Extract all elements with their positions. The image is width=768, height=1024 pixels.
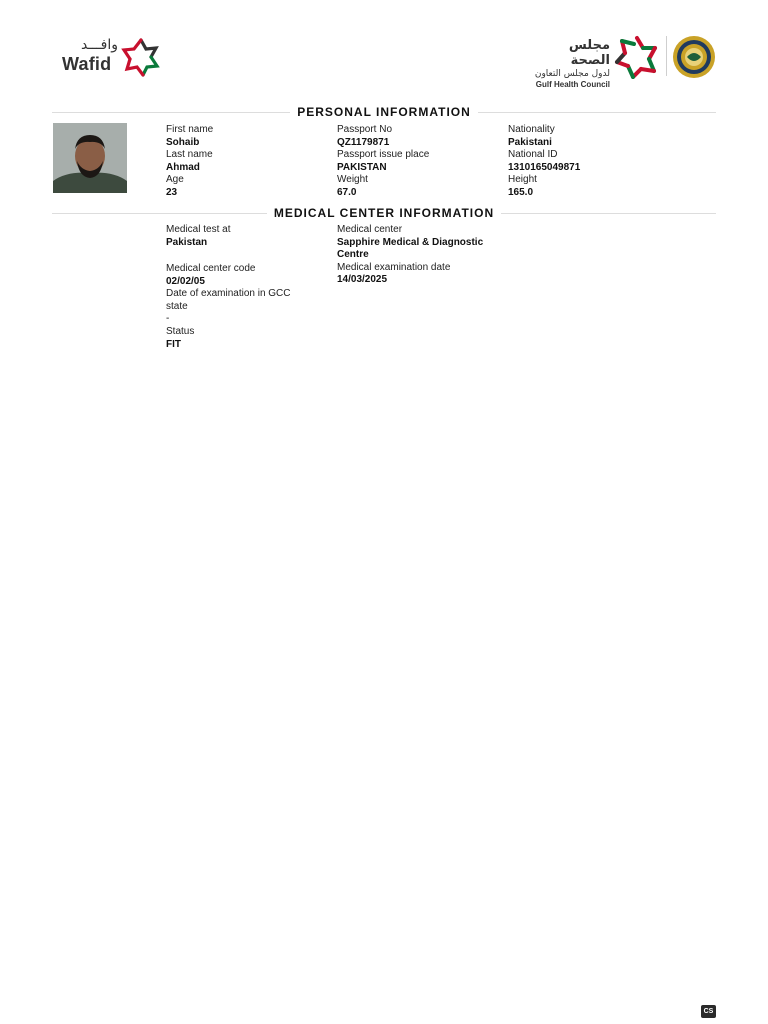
- first-name-field: [166, 124, 316, 200]
- gcc-emblem-icon: [672, 35, 716, 79]
- wafid-name: Wafid: [62, 54, 112, 74]
- nationality-label: Nationality: [508, 124, 555, 135]
- medical-center-label: Medical center: [337, 224, 403, 235]
- status-label: Status: [166, 325, 195, 337]
- medical-section-title: [0, 206, 768, 220]
- medical-center-code-label: Medical center code: [166, 263, 256, 274]
- medical-center-code-value: 02/02/05: [166, 275, 205, 287]
- passport-no-value: QZ1179871: [337, 136, 390, 148]
- passport-no-label: Passport No: [337, 124, 393, 135]
- national-id-value: 1310165049871: [508, 161, 581, 173]
- medical-test-at-field: [166, 224, 316, 249]
- wafid-arabic-name: وافـــد: [81, 37, 118, 53]
- personal-section-title: [0, 105, 768, 119]
- first-name-value: Sohaib: [166, 136, 200, 148]
- height-value: 165.0: [508, 186, 534, 198]
- ghc-arabic-title: مجلس الصحة: [568, 38, 610, 68]
- gcc-exam-date-value: -: [166, 313, 170, 325]
- person-photo-icon: [53, 123, 127, 193]
- logo-divider: [666, 36, 667, 76]
- ghc-arabic-subtitle: لدول مجلس التعاون: [534, 69, 610, 79]
- passport-issue-place-label: Passport issue place: [337, 149, 430, 161]
- passport-field: [337, 124, 487, 200]
- gcc-exam-date-label-line2: state: [166, 300, 188, 312]
- height-label: Height: [508, 174, 537, 186]
- national-id-label: National ID: [508, 149, 558, 161]
- wafid-star-icon: [120, 37, 162, 77]
- ghc-wordmark: [528, 38, 610, 90]
- medical-center-field: [337, 224, 487, 287]
- gcc-exam-date-label-line1: Date of examination in GCC: [166, 288, 291, 300]
- medical-exam-date-label: Medical examination date: [337, 261, 451, 273]
- medical-center-value-line1: Sapphire Medical & Diagnostic: [337, 236, 484, 248]
- medical-section-title-text: MEDICAL CENTER INFORMATION: [267, 206, 501, 220]
- nationality-value: Pakistani: [508, 136, 552, 148]
- nationality-field: [508, 124, 658, 200]
- wafid-logo: [62, 36, 166, 78]
- age-value: 23: [166, 186, 178, 198]
- first-name-label: First name: [166, 124, 214, 135]
- medical-exam-date-value: 14/03/2025: [337, 274, 388, 286]
- weight-label: Weight: [337, 174, 368, 186]
- personal-section-title-text: PERSONAL INFORMATION: [290, 105, 478, 119]
- status-value: FIT: [166, 338, 181, 350]
- weight-value: 67.0: [337, 186, 357, 198]
- camscanner-badge: CS: [701, 1005, 716, 1018]
- person-photo: [53, 123, 127, 193]
- gulf-health-council-logo: [528, 34, 718, 89]
- medical-center-code-field: [166, 263, 316, 351]
- medical-center-value-line2: Centre: [337, 249, 369, 261]
- last-name-label: Last name: [166, 149, 213, 161]
- ghc-star-icon: [614, 35, 660, 79]
- passport-issue-place-value: PAKISTAN: [337, 161, 387, 173]
- ghc-english-name: Gulf Health Council: [535, 80, 610, 89]
- last-name-value: Ahmad: [166, 161, 200, 173]
- wafid-wordmark: [62, 36, 118, 74]
- medical-test-at-label: Medical test at: [166, 224, 231, 235]
- age-label: Age: [166, 174, 184, 186]
- medical-test-at-value: Pakistan: [166, 236, 208, 248]
